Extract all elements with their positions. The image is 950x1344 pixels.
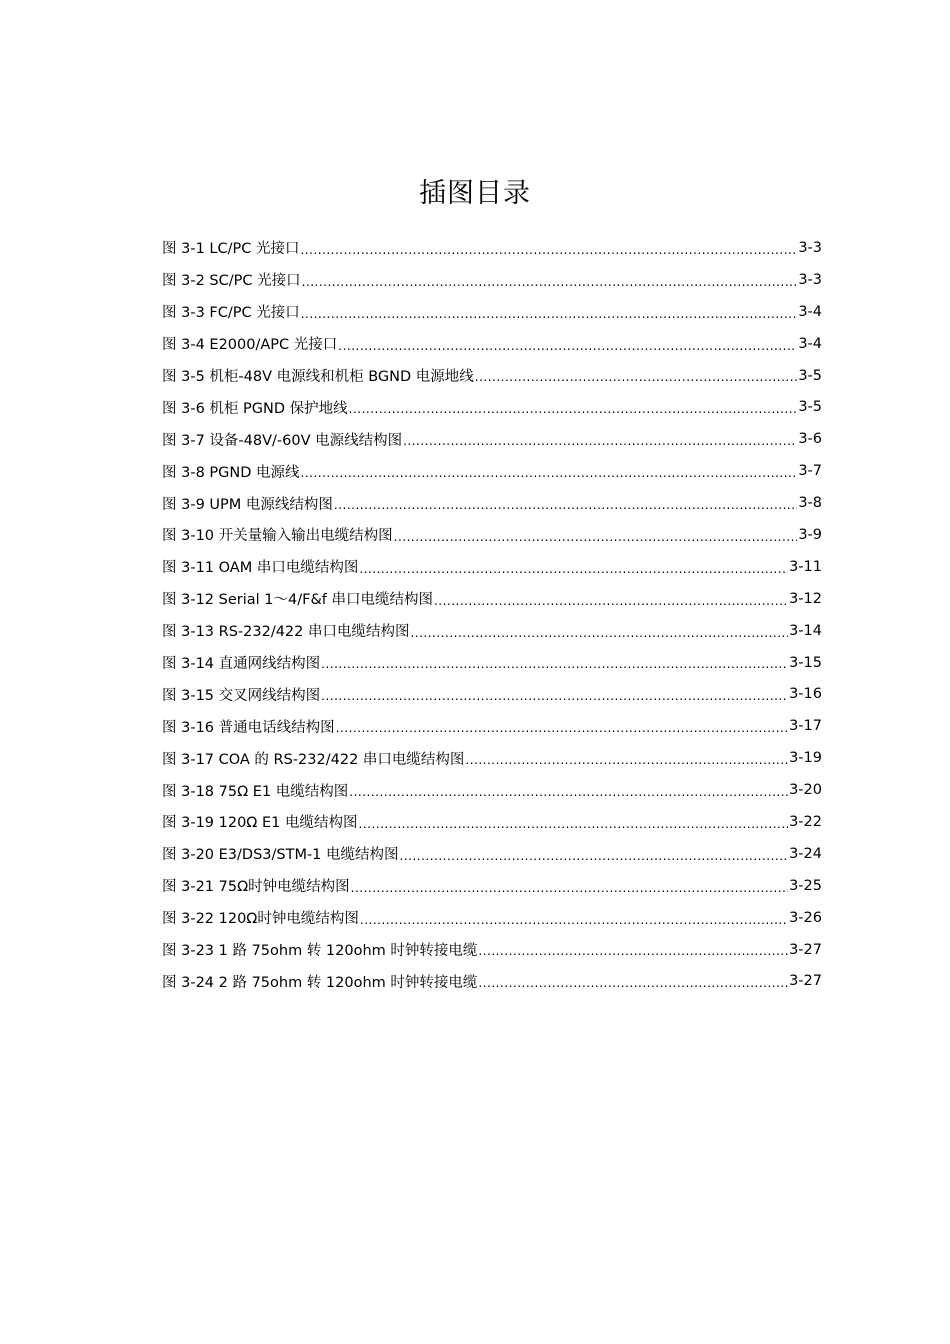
toc-dot-leader	[434, 594, 788, 615]
toc-dot-leader	[321, 657, 788, 678]
toc-entry[interactable]	[162, 328, 822, 360]
toc-entry[interactable]	[162, 870, 822, 902]
toc-entry[interactable]	[162, 965, 822, 997]
toc-entry-page: 3-15	[789, 654, 822, 671]
toc-dot-leader	[301, 307, 798, 328]
toc-dot-leader	[334, 498, 797, 519]
toc-entry[interactable]	[162, 742, 822, 774]
toc-entry[interactable]	[162, 902, 822, 934]
toc-dot-leader	[321, 689, 788, 710]
toc-entry-label: 图 3-2 SC/PC 光接口	[162, 273, 301, 290]
toc-dot-leader	[349, 785, 788, 806]
toc-dot-leader	[410, 626, 788, 647]
figure-list	[162, 232, 822, 997]
toc-entry-page: 3-11	[789, 558, 822, 575]
toc-entry[interactable]	[162, 391, 822, 423]
toc-dot-leader	[349, 402, 798, 423]
toc-entry-page: 3-20	[789, 782, 822, 799]
toc-dot-leader	[338, 339, 797, 360]
toc-entry-label: 图 3-8 PGND 电源线	[162, 464, 300, 481]
toc-entry[interactable]	[162, 519, 822, 551]
toc-entry[interactable]	[162, 710, 822, 742]
toc-entry-page: 3-16	[789, 686, 822, 703]
toc-entry-page: 3-6	[798, 431, 822, 448]
toc-entry[interactable]	[162, 838, 822, 870]
toc-entry-label: 图 3-10 开关量输入输出电缆结构图	[162, 528, 393, 545]
toc-dot-leader	[301, 466, 798, 487]
toc-entry[interactable]	[162, 678, 822, 710]
toc-dot-leader	[351, 881, 788, 902]
toc-entry[interactable]	[162, 264, 822, 296]
toc-entry-label: 图 3-11 OAM 串口电缆结构图	[162, 560, 359, 577]
toc-dot-leader	[359, 817, 789, 838]
toc-entry-page: 3-4	[798, 303, 822, 320]
toc-entry-label: 图 3-1 LC/PC 光接口	[162, 241, 300, 258]
toc-dot-leader	[360, 913, 788, 934]
toc-entry-page: 3-19	[789, 750, 822, 767]
toc-entry[interactable]	[162, 487, 822, 519]
toc-entry-label: 图 3-20 E3/DS3/STM-1 电缆结构图	[162, 847, 399, 864]
toc-entry-label: 图 3-21 75Ω时钟电缆结构图	[162, 879, 350, 896]
toc-entry[interactable]	[162, 455, 822, 487]
page-title: 插图目录	[419, 178, 531, 209]
toc-dot-leader	[302, 275, 798, 296]
toc-dot-leader	[336, 721, 788, 742]
toc-entry-page: 3-5	[798, 367, 822, 384]
toc-entry-label: 图 3-16 普通电话线结构图	[162, 719, 335, 736]
toc-entry-label: 图 3-19 120Ω E1 电缆结构图	[162, 815, 358, 832]
toc-entry-page: 3-14	[789, 622, 822, 639]
toc-entry-label: 图 3-17 COA 的 RS-232/422 串口电缆结构图	[162, 751, 465, 768]
toc-entry-label: 图 3-22 120Ω时钟电缆结构图	[162, 911, 359, 928]
toc-entry-page: 3-7	[798, 463, 822, 480]
toc-entry[interactable]	[162, 647, 822, 679]
toc-entry-page: 3-9	[798, 526, 822, 543]
toc-dot-leader	[403, 434, 797, 455]
toc-dot-leader	[465, 753, 788, 774]
toc-entry-label: 图 3-3 FC/PC 光接口	[162, 305, 300, 322]
toc-entry-page: 3-24	[789, 845, 822, 862]
toc-entry-label: 图 3-7 设备-48V/-60V 电源线结构图	[162, 432, 403, 449]
toc-entry[interactable]	[162, 934, 822, 966]
toc-entry[interactable]	[162, 360, 822, 392]
toc-dot-leader	[475, 370, 798, 391]
toc-entry-page: 3-26	[789, 909, 822, 926]
toc-entry[interactable]	[162, 232, 822, 264]
toc-entry[interactable]	[162, 774, 822, 806]
toc-entry-label: 图 3-12 Serial 1～4/F&f 串口电缆结构图	[162, 592, 433, 609]
toc-entry[interactable]	[162, 615, 822, 647]
toc-dot-leader	[400, 849, 789, 870]
toc-entry-label: 图 3-18 75Ω E1 电缆结构图	[162, 783, 349, 800]
toc-dot-leader	[300, 243, 797, 264]
toc-entry-page: 3-27	[789, 941, 822, 958]
toc-entry-label: 图 3-23 1 路 75ohm 转 120ohm 时钟转接电缆	[162, 943, 478, 960]
toc-dot-leader	[394, 530, 798, 551]
toc-entry-page: 3-4	[798, 335, 822, 352]
toc-entry-page: 3-17	[789, 718, 822, 735]
toc-entry-page: 3-3	[798, 239, 822, 256]
toc-entry[interactable]	[162, 423, 822, 455]
toc-entry-label: 图 3-4 E2000/APC 光接口	[162, 337, 338, 354]
toc-entry-page: 3-27	[789, 973, 822, 990]
toc-dot-leader	[359, 562, 788, 583]
toc-entry-label: 图 3-14 直通网线结构图	[162, 656, 321, 673]
toc-dot-leader	[478, 944, 788, 965]
toc-entry-label: 图 3-5 机柜-48V 电源线和机柜 BGND 电源地线	[162, 369, 474, 385]
toc-entry-label: 图 3-15 交叉网线结构图	[162, 687, 321, 704]
toc-entry[interactable]	[162, 583, 822, 615]
toc-entry-page: 3-3	[798, 271, 822, 288]
toc-entry-label: 图 3-6 机柜 PGND 保护地线	[162, 400, 348, 417]
toc-entry-page: 3-8	[798, 495, 822, 512]
toc-dot-leader	[478, 976, 788, 997]
toc-entry-label: 图 3-24 2 路 75ohm 转 120ohm 时钟转接电缆	[162, 974, 478, 991]
toc-entry[interactable]	[162, 296, 822, 328]
toc-entry-label: 图 3-13 RS-232/422 串口电缆结构图	[162, 624, 410, 641]
toc-entry-page: 3-25	[789, 877, 822, 894]
toc-entry-label: 图 3-9 UPM 电源线结构图	[162, 496, 333, 513]
toc-entry-page: 3-22	[789, 813, 822, 830]
toc-entry[interactable]	[162, 806, 822, 838]
toc-entry[interactable]	[162, 551, 822, 583]
toc-entry-page: 3-12	[789, 590, 822, 607]
toc-entry-page: 3-5	[798, 399, 822, 416]
